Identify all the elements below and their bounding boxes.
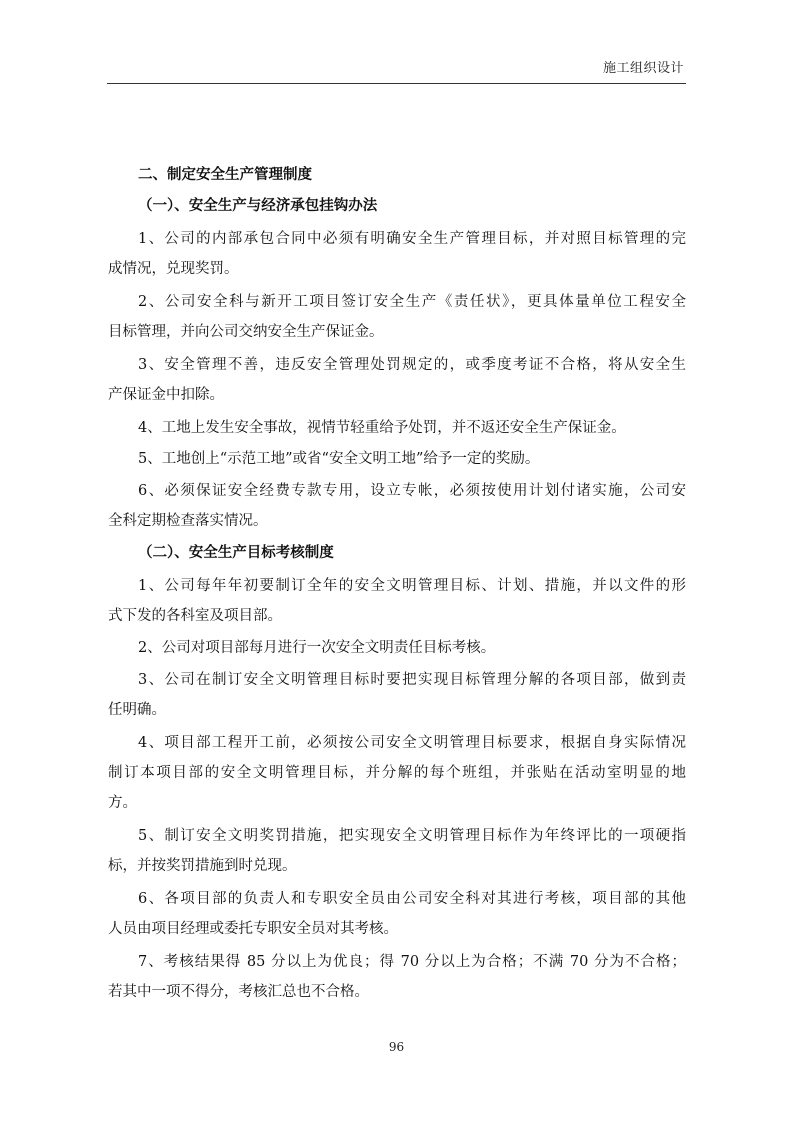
paragraph-line: 2、公司对项目部每月进行一次安全文明责任目标考核。 xyxy=(138,640,496,656)
paragraph-line: 6、必须保证安全经费专款专用，设立专帐，必须按使用计划付诸实施，公司安 xyxy=(138,483,686,499)
paragraph-line: 成情况，兑现奖罚。 xyxy=(108,261,239,277)
paragraph-line: 3、安全管理不善，违反安全管理处罚规定的，或季度考证不合格，将从安全生 xyxy=(138,357,686,373)
paragraph-line: 1、公司的内部承包合同中必须有明确安全生产管理目标，并对照目标管理的完 xyxy=(138,231,686,247)
section-heading: 二、制定安全生产管理制度 xyxy=(138,166,312,183)
paragraph-line: 若其中一项不得分，考核汇总也不合格。 xyxy=(108,984,369,1000)
subsection-heading-2: （二）、安全生产目标考核制度 xyxy=(138,544,334,561)
paragraph-line: 3、公司在制订安全文明管理目标时要把实现目标管理分解的各项目部，做到责 xyxy=(138,672,686,688)
paragraph-line: 产保证金中扣除。 xyxy=(108,387,224,403)
paragraph-line: 5、制订安全文明奖罚措施，把实现安全文明管理目标作为年终评比的一项硬指 xyxy=(138,828,686,844)
paragraph-line: 7、考核结果得 85 分以上为优良；得 70 分以上为合格；不满 70 分为不合格； xyxy=(138,954,686,970)
paragraph-line: 5、工地创上“示范工地”或省“安全文明工地”给予一定的奖励。 xyxy=(138,451,540,467)
page-header xyxy=(107,55,686,84)
paragraph-line: 制订本项目部的安全文明管理目标，并分解的每个班组，并张贴在活动室明显的地 xyxy=(108,765,686,781)
paragraph-line: 目标管理，并向公司交纳安全生产保证金。 xyxy=(108,324,384,340)
paragraph-line: 2、公司安全科与新开工项目签订安全生产《责任状》，更具体量单位工程安全 xyxy=(138,294,686,310)
subsection-heading-1: （一）、安全生产与经济承包挂钩办法 xyxy=(138,197,378,214)
paragraph-line: 任明确。 xyxy=(108,702,166,718)
paragraph-line: 6、各项目部的负责人和专职安全员由公司安全科对其进行考核，项目部的其他 xyxy=(138,891,686,907)
paragraph-line: 1、公司每年年初要制订全年的安全文明管理目标、计划、措施，并以文件的形 xyxy=(138,578,686,594)
paragraph-line: 方。 xyxy=(108,795,137,811)
paragraph-line: 4、工地上发生安全事故，视情节轻重给予处罚，并不返还安全生产保证金。 xyxy=(138,420,626,436)
page-number: 96 xyxy=(388,1040,405,1054)
paragraph-line: 标，并按奖罚措施到时兑现。 xyxy=(108,858,297,874)
header-title: 施工组织设计 xyxy=(602,61,684,76)
paragraph-line: 人员由项目经理或委托专职安全员对其考核。 xyxy=(108,921,398,937)
paragraph-line: 式下发的各科室及项目部。 xyxy=(108,608,282,624)
paragraph-line: 4、项目部工程开工前，必须按公司安全文明管理目标要求，根据自身实际情况 xyxy=(138,735,686,751)
paragraph-line: 全科定期检查落实情况。 xyxy=(108,513,268,529)
